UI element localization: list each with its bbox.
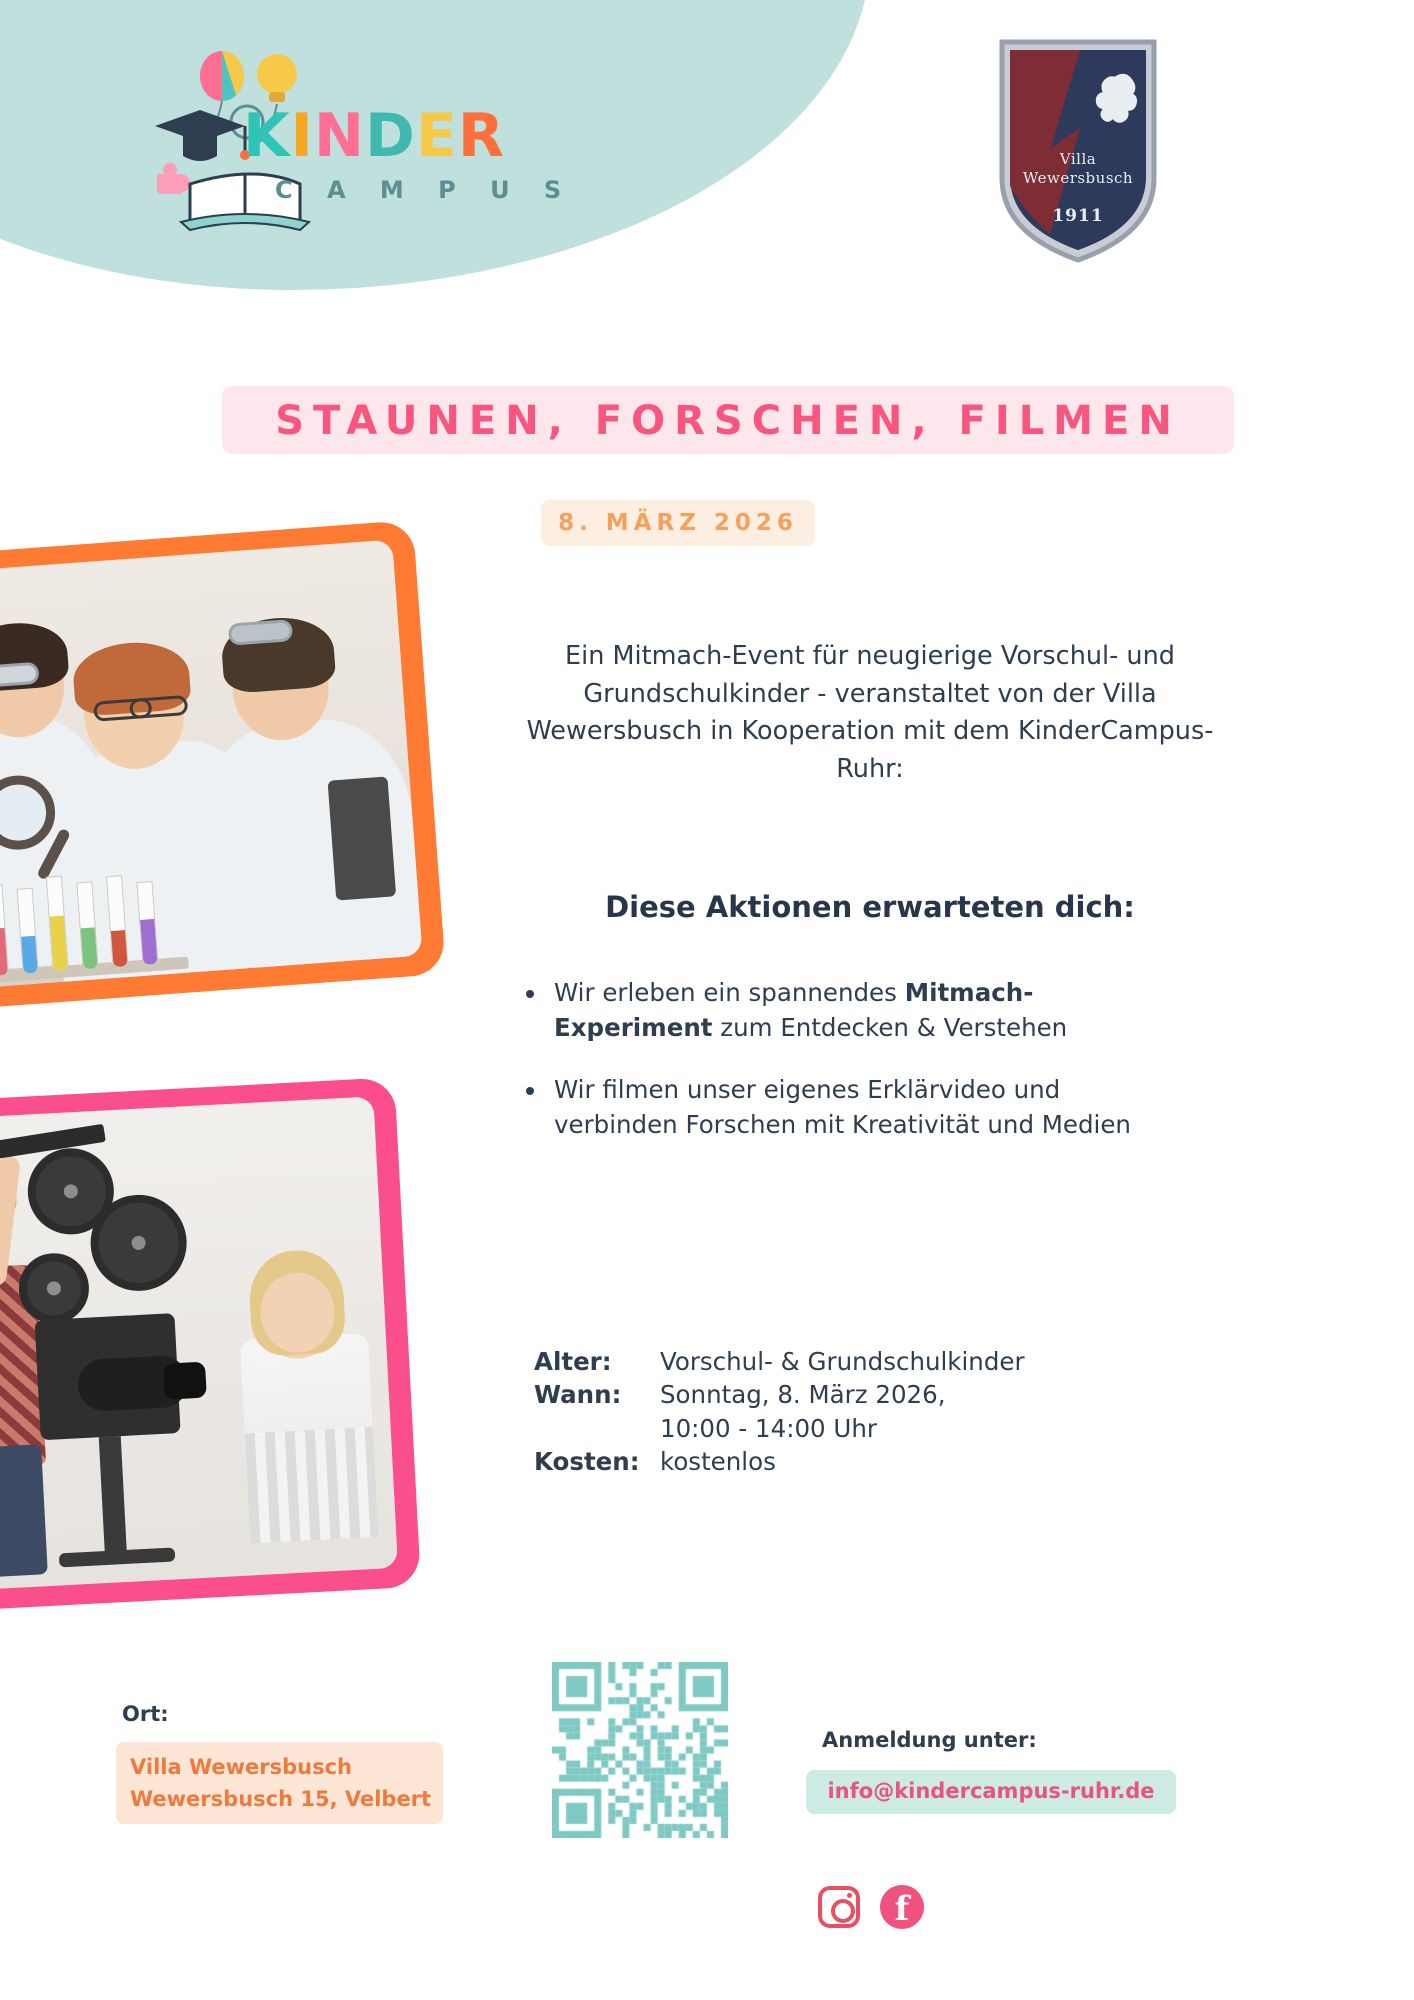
logo-letter: R bbox=[457, 101, 506, 171]
detail-value-cost: kostenlos bbox=[660, 1446, 776, 1476]
logo-letter: I bbox=[290, 101, 314, 171]
instagram-icon[interactable] bbox=[818, 1886, 860, 1928]
signup-label: Anmeldung unter: bbox=[822, 1728, 1037, 1752]
qr-code-canvas[interactable] bbox=[552, 1662, 728, 1838]
page-title: STAUNEN, FORSCHEN, FILMEN bbox=[275, 398, 1181, 444]
photo-kids-projector bbox=[0, 1077, 421, 1612]
actions-subheading: Diese Aktionen erwarteten dich: bbox=[605, 890, 1135, 924]
location-address bbox=[130, 1752, 431, 1815]
location-line1: Villa Wewersbusch bbox=[130, 1755, 352, 1779]
location-label: Ort: bbox=[122, 1702, 169, 1726]
crest-name-line2: Wewersbusch bbox=[1022, 168, 1134, 187]
logo-letter: N bbox=[313, 101, 366, 171]
social-links bbox=[818, 1885, 924, 1929]
bullet-text-bold: Mitmach-Experiment bbox=[554, 978, 1034, 1043]
qr-code[interactable] bbox=[552, 1662, 728, 1838]
facebook-icon[interactable]: f bbox=[880, 1885, 924, 1929]
bullet-text-prefix: Wir filmen unser eigenes Erklärvideo und verbinden Forschen mit Kreativität und Medien bbox=[554, 1074, 1131, 1139]
photo-kids-projector-image bbox=[0, 1096, 398, 1591]
detail-row-cost bbox=[534, 1445, 1025, 1478]
detail-label-age: Alter: bbox=[534, 1347, 612, 1376]
bullet-text-suffix: zum Entdecken & Verstehen bbox=[712, 1013, 1068, 1043]
crest-year: 1911 bbox=[1052, 206, 1104, 226]
contact-email[interactable]: info@kindercampus-ruhr.de bbox=[827, 1779, 1155, 1803]
actions-list bbox=[548, 975, 1188, 1168]
event-details bbox=[534, 1345, 1025, 1478]
location-line2: Wewersbusch 15, Velbert bbox=[130, 1786, 432, 1811]
detail-value-when-time: 10:00 - 14:00 Uhr bbox=[660, 1413, 877, 1443]
list-item bbox=[548, 975, 1188, 1046]
detail-value-age: Vorschul- & Grundschulkinder bbox=[660, 1347, 1025, 1376]
logo-subtitle: C A M P U S bbox=[275, 176, 575, 204]
kindercampus-logo bbox=[95, 34, 575, 234]
detail-row-when bbox=[534, 1378, 1025, 1411]
crest-shield bbox=[988, 28, 1168, 268]
villa-wewersbusch-crest bbox=[988, 28, 1168, 268]
detail-label-cost: Kosten: bbox=[534, 1446, 640, 1476]
list-item bbox=[548, 1072, 1188, 1143]
crest-name-line1: Villa bbox=[1059, 150, 1097, 168]
logo-letter: E bbox=[415, 101, 458, 171]
logo-wordmark bbox=[243, 101, 506, 171]
intro-paragraph: Ein Mitmach-Event für neugierige Vorschul- und Grundschulkinder - veranstaltet von der Villa Wewersbusch in Kooperation mit dem KinderCampus-Ruhr: bbox=[526, 641, 1214, 785]
logo-letter: D bbox=[365, 101, 416, 171]
photo-kids-experiment bbox=[0, 520, 446, 1011]
detail-row-age bbox=[534, 1345, 1025, 1378]
event-date: 8. MÄRZ 2026 bbox=[558, 510, 798, 536]
photo-kids-experiment-image bbox=[0, 539, 423, 989]
bullet-text-prefix: Wir erleben ein spannendes bbox=[554, 978, 905, 1007]
detail-label-when: Wann: bbox=[534, 1380, 622, 1410]
logo-letter: K bbox=[243, 101, 291, 171]
detail-value-when: Sonntag, 8. März 2026, bbox=[660, 1380, 946, 1410]
